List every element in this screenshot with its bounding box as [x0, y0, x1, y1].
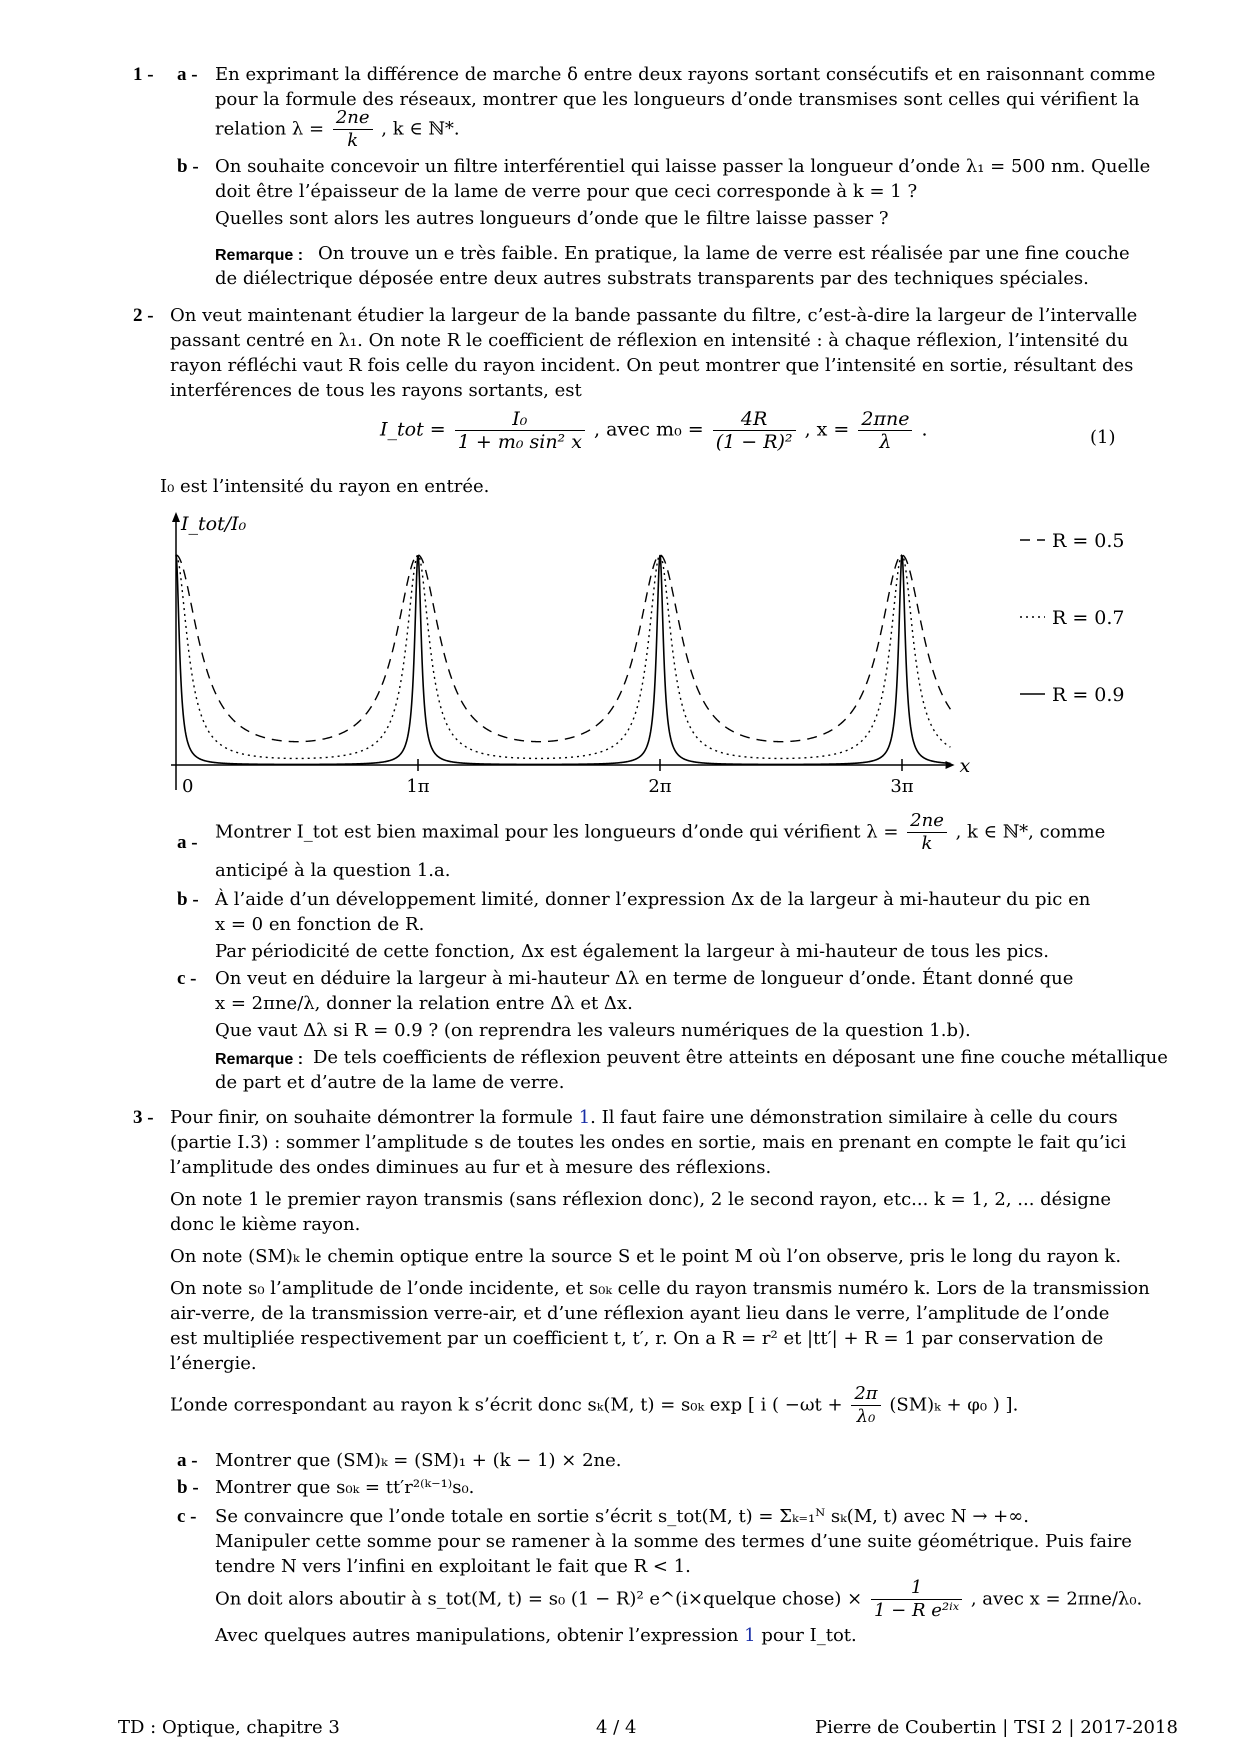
q2c-line1: On veut en déduire la largeur à mi-hauteur Δλ en terme de longueur d’onde. Étant donné que	[215, 968, 1074, 989]
q1a-line3-pre: relation λ =	[215, 118, 325, 140]
q3c-fraction	[871, 1577, 962, 1622]
q1-remark-line1: On trouve un e très faible. En pratique, la lame de verre est réalisée par une fine couche	[318, 243, 1130, 264]
q2b-line3: Par périodicité de cette fonction, Δx est également la largeur à mi-hauteur de tous les pics.	[215, 941, 1049, 962]
question-2-number: 2 -	[133, 305, 154, 326]
q2c-label: c -	[177, 968, 197, 989]
q3-p4-line4: l’énergie.	[170, 1353, 257, 1374]
eq-mid: , avec m₀ =	[593, 418, 704, 441]
q3c-line5-post: pour I_tot.	[761, 1625, 857, 1646]
q3c-line4-pre: On doit alors aboutir à s_tot(M, t) = s₀ (1 − R)² e^(i×quelque chose) ×	[215, 1588, 863, 1610]
q3-formula-ref-link[interactable]: 1	[578, 1107, 591, 1128]
q2c-line2: x = 2πne/λ, donner la relation entre Δλ et Δx.	[215, 993, 633, 1014]
q2a-frac-num: 2ne	[907, 810, 947, 833]
q3-p5	[170, 1383, 1018, 1428]
q1-remark-line2: de diélectrique déposée entre deux autres substrats transparents par des techniques spéciales.	[215, 268, 1089, 289]
i0-description: I₀ est l’intensité du rayon en entrée.	[160, 476, 490, 497]
question-1-number: 1 -	[133, 64, 154, 85]
question-3-number: 3 -	[133, 1107, 154, 1128]
q2b-label: b -	[177, 889, 199, 910]
q3-p4-line1: On note s₀ l’amplitude de l’onde incidente, et s₀ₖ celle du rayon transmis numéro k. Lors de la transmission	[170, 1278, 1150, 1299]
equation-number: (1)	[1090, 427, 1116, 448]
q3c-line4	[215, 1577, 1142, 1622]
q3-p4-line3: est multipliée respectivement par un coefficient t, t′, r. On a R = r² et |tt′| + R = 1 par conservation de	[170, 1328, 1104, 1349]
q3a-text: Montrer que (SM)ₖ = (SM)₁ + (k − 1) × 2ne.	[215, 1450, 622, 1471]
q2a-frac-den: k	[921, 833, 933, 854]
q1a-fraction	[333, 107, 373, 152]
q3-line3: l’amplitude des ondes diminues au fur et à mesure des réflexions.	[170, 1157, 772, 1178]
q3-line2: (partie I.3) : sommer l’amplitude s de toutes les ondes en sortie, mais en prenant en compte le fait qu’ici	[170, 1132, 1127, 1153]
eq-frac-3-num: 2πne	[858, 408, 912, 431]
q3-p3-line1: On note (SM)ₖ le chemin optique entre la source S et le point M où l’on observe, pris le long du rayon k.	[170, 1246, 1122, 1267]
q3c-line1: Se convaincre que l’onde totale en sortie s’écrit s_tot(M, t) = Σₖ₌₁ᴺ sₖ(M, t) avec N → +∞.	[215, 1506, 1029, 1527]
eq-frac-2-den: (1 − R)²	[715, 431, 793, 453]
legend-label: R = 0.9	[1052, 684, 1125, 706]
q3c-label: c -	[177, 1506, 197, 1527]
q3-p5-frac-den: λ₀	[856, 1406, 876, 1427]
eq-frac-2-num: 4R	[713, 408, 796, 431]
legend-label: R = 0.7	[1052, 607, 1125, 629]
q1b-line1: On souhaite concevoir un filtre interférentiel qui laisse passer la longueur d’onde λ₁ = 500 nm. Quelle	[215, 156, 1151, 177]
q2a-fraction	[907, 810, 947, 855]
q2a-label: a -	[177, 832, 198, 853]
q3c-line5-pre: Avec quelques autres manipulations, obtenir l’expression	[215, 1625, 739, 1646]
series-line-R-0.5	[176, 555, 950, 742]
q3c-line2: Manipuler cette somme pour se ramener à la somme des termes d’une suite géométrique. Puis faire	[215, 1531, 1132, 1552]
q3-p4-line2: air-verre, de la transmission verre-air, et d’une réflexion ayant lieu dans le verre, l’amplitude de l’onde	[170, 1303, 1110, 1324]
chart-axes	[171, 512, 971, 790]
q2a-line1-pre: Montrer I_tot est bien maximal pour les longueurs d’onde qui vérifient λ =	[215, 821, 899, 843]
q2a-line2: anticipé à la question 1.a.	[215, 860, 451, 881]
q2a-line1-post: , k ∈ ℕ*, comme	[955, 821, 1106, 843]
series-line-R-0.7	[176, 555, 950, 758]
eq-frac-2	[713, 408, 796, 453]
x-tick-label: 1π	[406, 776, 430, 797]
q1a-line1: En exprimant la différence de marche δ entre deux rayons sortant consécutifs et en raisonnant comme	[215, 64, 1156, 85]
eq-lhs: I_tot =	[380, 418, 446, 441]
q1b-label: b -	[177, 156, 199, 177]
x-tick-label: 3π	[890, 776, 914, 797]
q1a-line2: pour la formule des réseaux, montrer que les longueurs d’onde transmises sont celles qui vérifient la	[215, 89, 1140, 110]
q3c-frac-num: 1	[871, 1577, 962, 1600]
y-axis-label: I_tot/I₀	[181, 513, 247, 535]
eq-frac-1	[455, 408, 585, 453]
q1a-line3	[215, 107, 460, 152]
q1b-line2: doit être l’épaisseur de la lame de verre pour que ceci corresponde à k = 1 ?	[215, 181, 918, 202]
q3a-label: a -	[177, 1450, 198, 1471]
q2-line3: rayon réfléchi vaut R fois celle du rayon incident. On peut montrer que l’intensité en sortie, résultant des	[170, 355, 1134, 376]
q2-remark-line2: de part et d’autre de la lame de verre.	[215, 1072, 565, 1093]
q3b-text: Montrer que s₀ₖ = tt′r²⁽ᵏ⁻¹⁾s₀.	[215, 1477, 475, 1498]
q3-p5-frac-num: 2π	[851, 1383, 880, 1406]
x-axis-arrow	[946, 761, 955, 769]
footer-right: Pierre de Coubertin | TSI 2 | 2017-2018	[815, 1717, 1178, 1738]
q3-line1-pre: Pour finir, on souhaite démontrer la formule	[170, 1107, 573, 1128]
footer-page-number: 4 / 4	[596, 1717, 637, 1738]
eq-end: .	[921, 418, 928, 441]
q3-line1-post: . Il faut faire une démonstration similaire à celle du cours	[590, 1107, 1118, 1128]
eq-frac-3-den: λ	[879, 431, 892, 453]
q3c-line4-post: , avec x = 2πne/λ₀.	[970, 1588, 1143, 1610]
series-line-R-0.9	[176, 555, 950, 764]
eq-frac-1-den: 1 + m₀ sin² x	[457, 431, 582, 453]
q2b-line2: x = 0 en fonction de R.	[215, 914, 425, 935]
q3c-line5	[215, 1623, 857, 1648]
q3-p5-fraction	[851, 1383, 880, 1428]
q1-remark-label: Remarque :	[215, 247, 304, 264]
q2-remark-label: Remarque :	[215, 1051, 304, 1068]
q3c-frac-den: 1 − R e²ⁱˣ	[873, 1600, 960, 1621]
q2-line2: passant centré en λ₁. On note R le coefficient de réflexion en intensité : à chaque réflexion, l’intensité du	[170, 330, 1129, 351]
q2c-line3: Que vaut Δλ si R = 0.9 ? (on reprendra les valeurs numériques de la question 1.b).	[215, 1020, 971, 1041]
q3-p2-line1: On note 1 le premier rayon transmis (sans réflexion donc), 2 le second rayon, etc... k = 1, 2, ... désigne	[170, 1189, 1112, 1210]
q3b-label: b -	[177, 1477, 199, 1498]
q3-line1	[170, 1105, 1118, 1130]
legend-label: R = 0.5	[1052, 530, 1125, 552]
intensity-chart	[0, 500, 1240, 800]
q2-line4: interférences de tous les rayons sortants, est	[170, 380, 582, 401]
q3c-formula-ref-link[interactable]: 1	[744, 1625, 756, 1646]
q1a-frac-num: 2ne	[333, 107, 373, 130]
eq-frac-1-num: I₀	[455, 408, 585, 431]
q3-p5-post: (SM)ₖ + φ₀ ) ].	[889, 1394, 1019, 1416]
q3-p5-pre: L’onde correspondant au rayon k s’écrit donc sₖ(M, t) = s₀ₖ exp [ i ( −ωt +	[170, 1394, 843, 1416]
footer-left: TD : Optique, chapitre 3	[118, 1717, 340, 1738]
q1a-label: a -	[177, 64, 198, 85]
q1b-line3: Quelles sont alors les autres longueurs d’onde que le filtre laisse passer ?	[215, 208, 889, 229]
q2a-line1	[215, 810, 1105, 855]
q2-line1: On veut maintenant étudier la largeur de la bande passante du filtre, c’est-à-dire la largeur de l’intervalle	[170, 305, 1138, 326]
chart-series	[176, 555, 950, 764]
q3-p2-line2: donc le kième rayon.	[170, 1214, 361, 1235]
q2-remark-line1: De tels coefficients de réflexion peuvent être atteints en déposant une fine couche métallique	[313, 1047, 1168, 1068]
eq-frac-3	[858, 408, 912, 453]
y-axis-arrow	[172, 512, 180, 522]
chart-legend	[1020, 530, 1125, 706]
x-tick-label: 2π	[648, 776, 672, 797]
x-tick-label: 0	[182, 776, 194, 797]
x-axis-label: x	[959, 755, 971, 777]
equation-1	[380, 408, 928, 453]
q1a-line3-post: , k ∈ ℕ*.	[381, 118, 460, 140]
q3c-line3: tendre N vers l’infini en exploitant le fait que R < 1.	[215, 1556, 691, 1577]
q2b-line1: À l’aide d’un développement limité, donner l’expression Δx de la largeur à mi-hauteur du pic en	[215, 889, 1091, 910]
eq-mid2: , x =	[804, 418, 850, 441]
q1a-frac-den: k	[347, 130, 359, 151]
